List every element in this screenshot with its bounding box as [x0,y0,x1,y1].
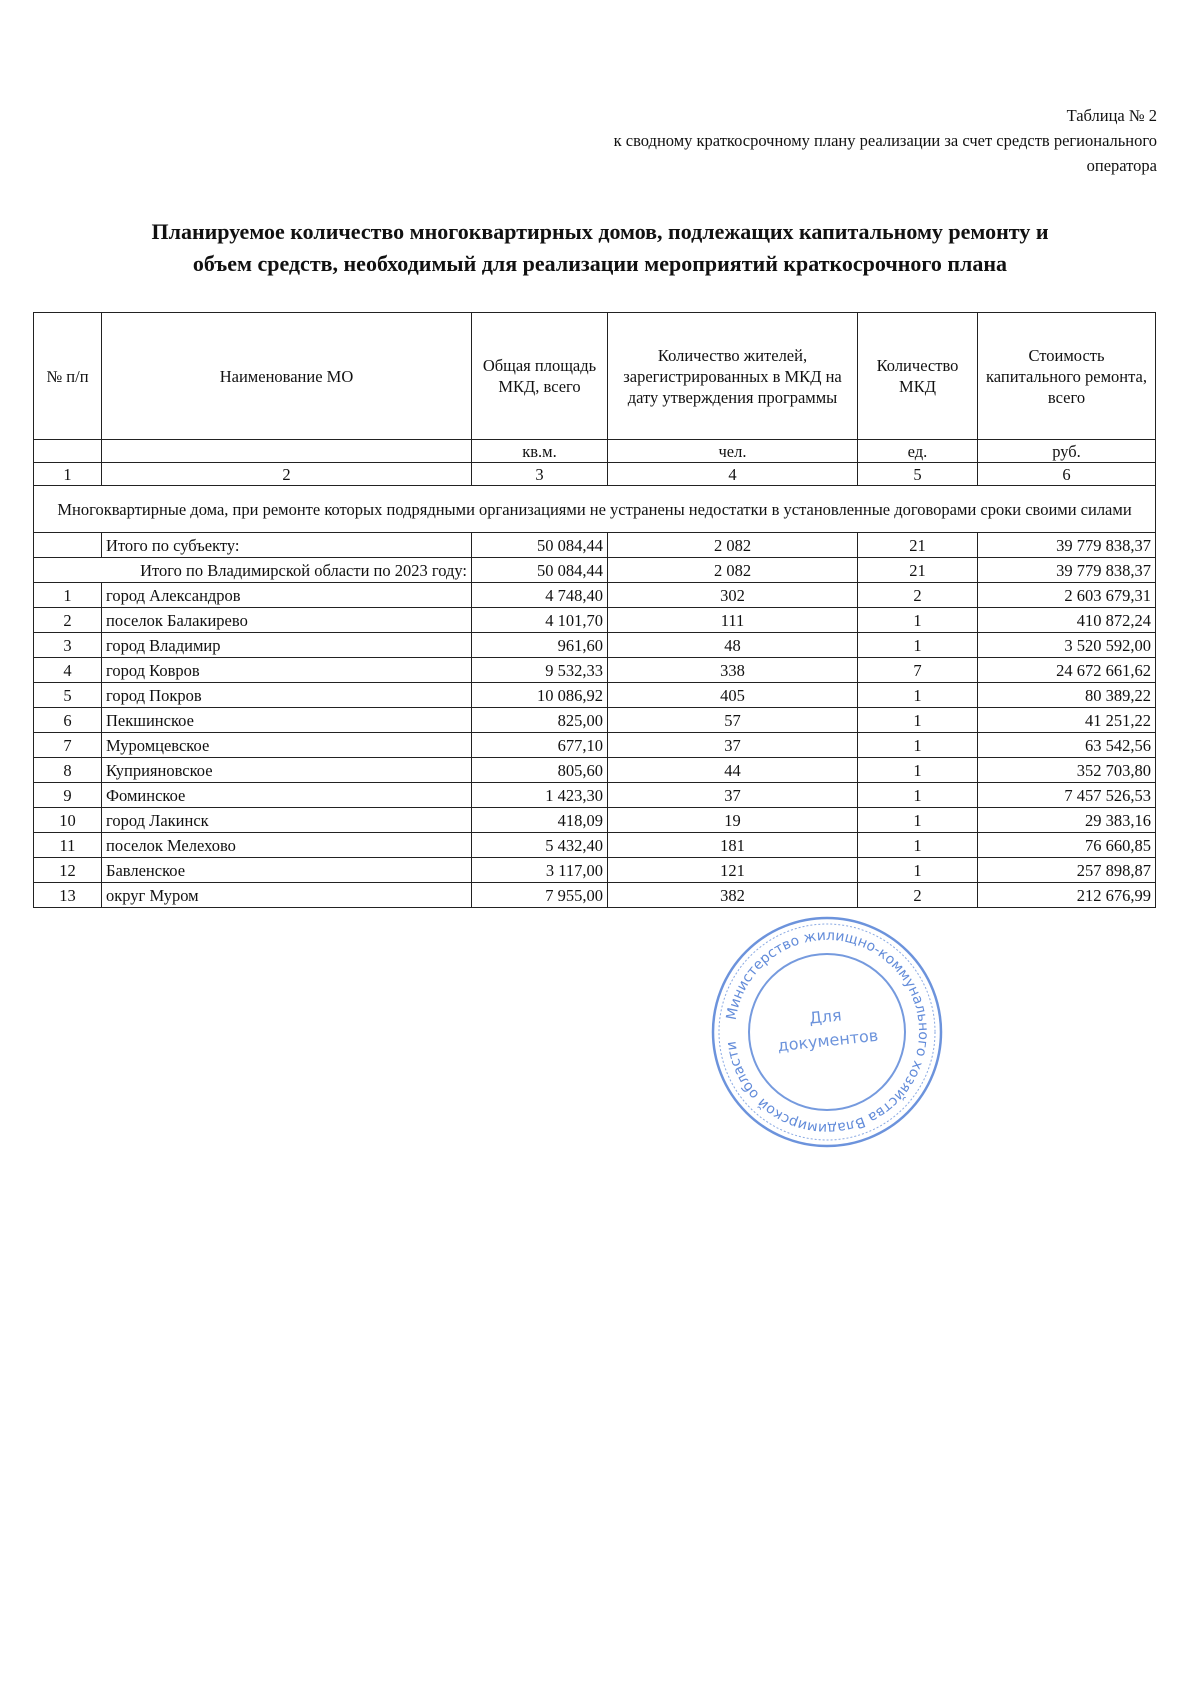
table-number: Таблица № 2 [1066,106,1157,125]
row-cost: 257 898,87 [978,858,1156,883]
row-cost: 212 676,99 [978,883,1156,908]
official-stamp [707,912,947,1152]
row-residents: 338 [608,658,858,683]
stamp-center-line2: документов [776,1025,880,1056]
summary-table [33,312,1156,908]
row-count: 1 [858,683,978,708]
table-row [34,633,1156,658]
unit-number [34,440,102,463]
table-row [34,758,1156,783]
total-region-area: 50 084,44 [472,558,608,583]
total-region-cost: 39 779 838,37 [978,558,1156,583]
row-area: 677,10 [472,733,608,758]
table-row [34,808,1156,833]
header-row [34,313,1156,440]
col-header-residents: Количество жителей, зарегистрированных в МКД на дату утверждения программы [608,313,858,440]
total-subject-count: 21 [858,533,978,558]
section-title: Многоквартирные дома, при ремонте которых подрядными организациями не устранены недостатки в установленные договорами сроки своими силами [34,486,1156,533]
row-count: 1 [858,833,978,858]
total-subject-empty [34,533,102,558]
total-subject-row [34,533,1156,558]
units-row [34,440,1156,463]
row-area: 418,09 [472,808,608,833]
row-cost: 410 872,24 [978,608,1156,633]
col-number: 3 [472,463,608,486]
row-municipality: Фоминское [102,783,472,808]
row-area: 1 423,30 [472,783,608,808]
row-number: 10 [34,808,102,833]
row-count: 1 [858,608,978,633]
row-cost: 7 457 526,53 [978,783,1156,808]
col-header-count: Количество МКД [858,313,978,440]
col-header-cost: Стоимость капитального ремонта, всего [978,313,1156,440]
table-row [34,683,1156,708]
row-residents: 44 [608,758,858,783]
unit-area: кв.м. [472,440,608,463]
row-cost: 63 542,56 [978,733,1156,758]
row-cost: 3 520 592,00 [978,633,1156,658]
row-count: 1 [858,733,978,758]
row-residents: 19 [608,808,858,833]
col-number: 2 [102,463,472,486]
row-municipality: город Лакинск [102,808,472,833]
total-region-count: 21 [858,558,978,583]
row-residents: 405 [608,683,858,708]
col-header-area: Общая площадь МКД, всего [472,313,608,440]
total-subject-cost: 39 779 838,37 [978,533,1156,558]
table-row [34,833,1156,858]
column-numbers-row [34,463,1156,486]
row-number: 13 [34,883,102,908]
col-number: 1 [34,463,102,486]
row-cost: 41 251,22 [978,708,1156,733]
row-cost: 29 383,16 [978,808,1156,833]
row-number: 8 [34,758,102,783]
row-area: 3 117,00 [472,858,608,883]
row-area: 10 086,92 [472,683,608,708]
table-row [34,883,1156,908]
table-row [34,708,1156,733]
row-cost: 352 703,80 [978,758,1156,783]
row-area: 4 748,40 [472,583,608,608]
row-municipality: округ Муром [102,883,472,908]
total-subject-area: 50 084,44 [472,533,608,558]
table-row [34,783,1156,808]
total-region-residents: 2 082 [608,558,858,583]
row-number: 2 [34,608,102,633]
row-count: 1 [858,758,978,783]
row-area: 825,00 [472,708,608,733]
document-header [397,103,1157,178]
col-number: 5 [858,463,978,486]
row-number: 1 [34,583,102,608]
table-row [34,733,1156,758]
title-line1: Планируемое количество многоквартирных домов, подлежащих капитальному ремонту и [151,219,1049,244]
row-area: 7 955,00 [472,883,608,908]
table-row [34,658,1156,683]
unit-count: ед. [858,440,978,463]
row-residents: 111 [608,608,858,633]
total-subject-residents: 2 082 [608,533,858,558]
row-number: 9 [34,783,102,808]
document-title [30,216,1170,280]
row-area: 9 532,33 [472,658,608,683]
row-count: 2 [858,583,978,608]
row-cost: 76 660,85 [978,833,1156,858]
row-number: 6 [34,708,102,733]
table-row [34,608,1156,633]
row-count: 2 [858,883,978,908]
row-count: 7 [858,658,978,683]
total-subject-label: Итого по субъекту: [102,533,472,558]
unit-name [102,440,472,463]
row-municipality: поселок Балакирево [102,608,472,633]
total-region-label: Итого по Владимирской области по 2023 году: [34,558,472,583]
col-number: 4 [608,463,858,486]
stamp-center-line1: Для [808,1005,843,1028]
row-municipality: город Александров [102,583,472,608]
row-municipality: поселок Мелехово [102,833,472,858]
row-residents: 181 [608,833,858,858]
row-area: 4 101,70 [472,608,608,633]
total-region-row [34,558,1156,583]
row-number: 7 [34,733,102,758]
stamp-ring-text: Министерство жилищно-коммунального хозяйства Владимирской области [723,927,932,1137]
row-count: 1 [858,783,978,808]
row-number: 4 [34,658,102,683]
row-cost: 24 672 661,62 [978,658,1156,683]
row-municipality: город Покров [102,683,472,708]
table-row [34,583,1156,608]
row-area: 5 432,40 [472,833,608,858]
row-count: 1 [858,808,978,833]
row-count: 1 [858,858,978,883]
row-residents: 57 [608,708,858,733]
col-header-number: № п/п [34,313,102,440]
row-count: 1 [858,708,978,733]
row-municipality: город Владимир [102,633,472,658]
row-residents: 121 [608,858,858,883]
section-row [34,486,1156,533]
col-header-name: Наименование МО [102,313,472,440]
row-area: 805,60 [472,758,608,783]
row-number: 12 [34,858,102,883]
title-line2: объем средств, необходимый для реализации мероприятий краткосрочного плана [192,251,1008,276]
header-subtitle-line2: оператора [1086,156,1157,175]
row-number: 3 [34,633,102,658]
row-residents: 37 [608,783,858,808]
header-subtitle-line1: к сводному краткосрочному плану реализации за счет средств регионального [613,131,1157,150]
row-municipality: Муромцевское [102,733,472,758]
col-number: 6 [978,463,1156,486]
row-residents: 48 [608,633,858,658]
row-cost: 80 389,22 [978,683,1156,708]
unit-residents: чел. [608,440,858,463]
row-municipality: Куприяновское [102,758,472,783]
unit-cost: руб. [978,440,1156,463]
table-row [34,858,1156,883]
row-municipality: Бавленское [102,858,472,883]
row-residents: 37 [608,733,858,758]
row-count: 1 [858,633,978,658]
row-number: 5 [34,683,102,708]
row-number: 11 [34,833,102,858]
row-residents: 302 [608,583,858,608]
row-municipality: город Ковров [102,658,472,683]
row-residents: 382 [608,883,858,908]
row-municipality: Пекшинское [102,708,472,733]
row-area: 961,60 [472,633,608,658]
row-cost: 2 603 679,31 [978,583,1156,608]
